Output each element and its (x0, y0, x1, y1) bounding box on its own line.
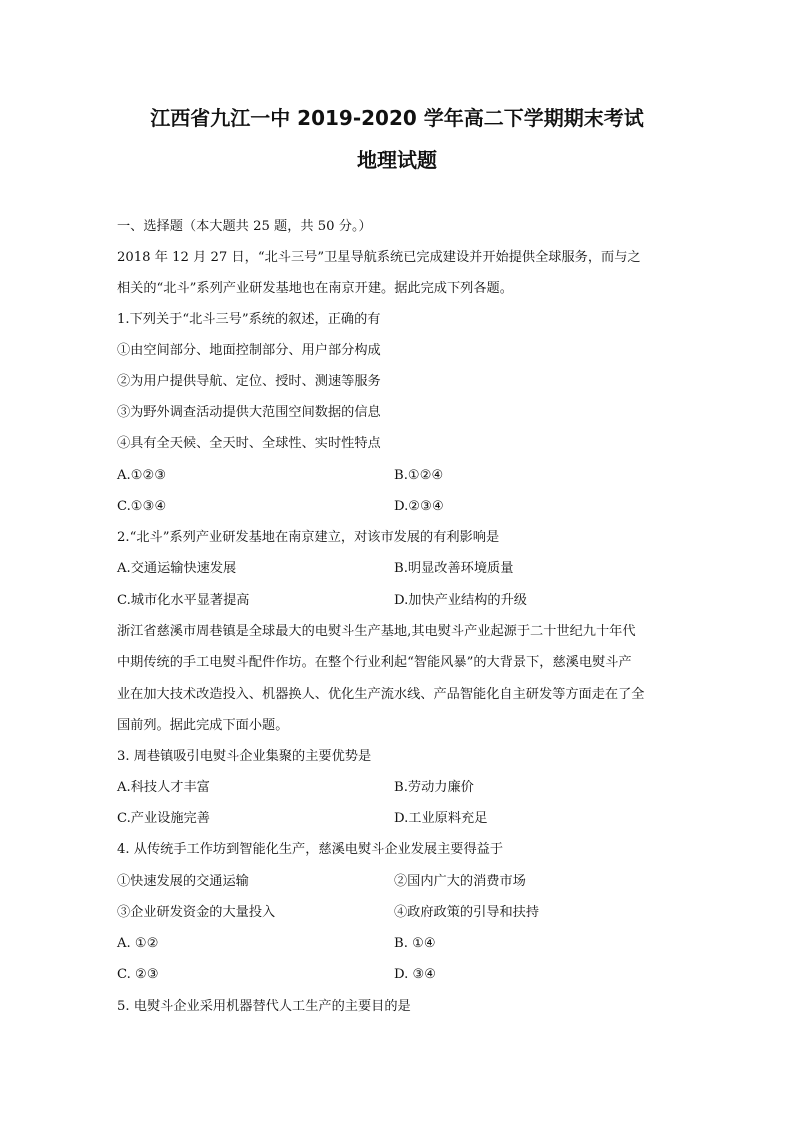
passage1-line: 相关的“北斗”系列产业研发基地也在南京开建。据此完成下列各题。 (117, 281, 513, 296)
q4-option-a: A. ①② (117, 936, 159, 951)
q1-option-b: B.①②④ (394, 468, 444, 483)
q3-option-c: C.产业设施完善 (117, 811, 210, 826)
q3-option-d: D.工业原料充足 (394, 811, 488, 826)
q4-item: ④政府政策的引导和扶持 (394, 905, 540, 920)
q1-option-c: C.①③④ (117, 499, 167, 514)
q4-option-d: D. ③④ (394, 967, 437, 982)
q4-item: ②国内广大的消费市场 (394, 874, 526, 889)
q2-option-c: C.城市化水平显著提高 (117, 593, 250, 608)
q2-stem: 2.“北斗”系列产业研发基地在南京建立，对该市发展的有利影响是 (117, 530, 500, 545)
passage2-line: 浙江省慈溪市周巷镇是全球最大的电熨斗生产基地,其电熨斗产业起源于二十世纪九十年代 (117, 624, 636, 639)
q4-item: ③企业研发资金的大量投入 (117, 905, 276, 920)
q1-item: ③为野外调查活动提供大范围空间数据的信息 (117, 405, 381, 420)
exam-subtitle: 地理试题 (357, 148, 437, 172)
passage2-line: 国前列。据此完成下面小题。 (117, 718, 289, 733)
exam-title: 江西省九江一中 2019-2020 学年高二下学期期末考试 (150, 106, 644, 130)
q1-stem: 1.下列关于“北斗三号”系统的叙述，正确的有 (117, 312, 381, 327)
q1-item: ②为用户提供导航、定位、授时、测速等服务 (117, 374, 381, 389)
passage1-line: 2018 年 12 月 27 日，“北斗三号”卫星导航系统已完成建设并开始提供全球服务，而与之 (117, 250, 641, 265)
section-heading: 一、选择题（本大题共 25 题，共 50 分。） (117, 219, 372, 234)
q3-option-b: B.劳动力廉价 (394, 780, 474, 795)
q2-option-d: D.加快产业结构的升级 (394, 593, 527, 608)
q1-option-d: D.②③④ (394, 499, 444, 514)
q3-stem: 3. 周巷镇吸引电熨斗企业集聚的主要优势是 (117, 749, 372, 764)
q5-stem: 5. 电熨斗企业采用机器替代人工生产的主要目的是 (117, 999, 411, 1014)
q4-stem: 4. 从传统手工作坊到智能化生产，慈溪电熨斗企业发展主要得益于 (117, 842, 504, 857)
q2-option-b: B.明显改善环境质量 (394, 561, 514, 576)
q4-option-b: B. ①④ (394, 936, 436, 951)
passage2-line: 中期传统的手工电熨斗配件作坊。在整个行业利起“智能风暴”的大背景下，慈溪电熨斗产 (117, 655, 632, 670)
q1-item: ④具有全天候、全天时、全球性、实时性特点 (117, 436, 381, 451)
q4-item: ①快速发展的交通运输 (117, 874, 249, 889)
q3-option-a: A.科技人才丰富 (117, 780, 210, 795)
q4-option-c: C. ②③ (117, 967, 159, 982)
passage2-line: 业在加大技术改造投入、机器换人、优化生产流水线、产品智能化自主研发等方面走在了全 (117, 687, 645, 702)
q1-item: ①由空间部分、地面控制部分、用户部分构成 (117, 343, 381, 358)
q1-option-a: A.①②③ (117, 468, 167, 483)
q2-option-a: A.交通运输快速发展 (117, 561, 237, 576)
